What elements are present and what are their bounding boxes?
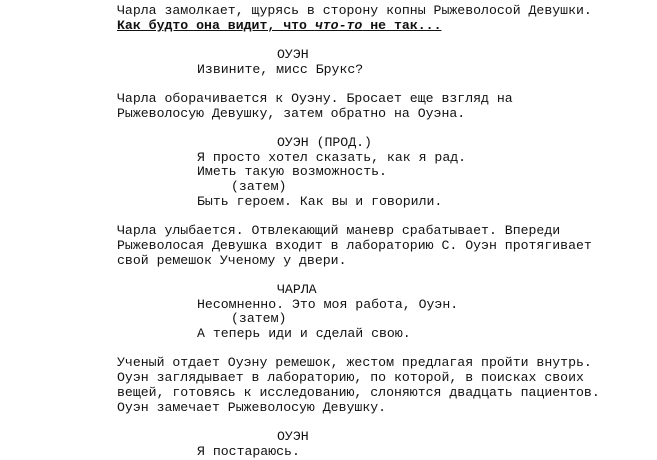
action-line: Рыжеволосую Девушку, затем обратно на Оуэна. [117, 106, 466, 121]
dialogue-line: Я просто хотел сказать, как я рад. [197, 150, 467, 165]
dialogue-line: Иметь такую возможность. [197, 164, 387, 179]
dialogue-line: Несомненно. Это моя работа, Оуэн. [197, 297, 459, 312]
dialogue-line: Быть героем. Как вы и говорили. [197, 194, 443, 209]
action-line: Оуэн заглядывает в лабораторию, по которой, в поисках своих [117, 370, 584, 385]
character-name: ОУЭН [277, 47, 309, 62]
character-name: ЧАРЛА [277, 282, 317, 297]
parenthetical: (затем) [231, 179, 287, 194]
action-line: Чарла замолкает, щурясь в сторону копны Рыжеволосой Девушки. [117, 3, 592, 18]
action-line: Чарла улыбается. Отвлекающий маневр срабатывает. Впереди [117, 223, 561, 238]
action-line-emphasis [117, 18, 441, 34]
action-line: Рыжеволосая Девушка входит в лабораторию С. Оуэн протягивает [117, 238, 592, 253]
dialogue-line: Я постараюсь. [197, 444, 300, 459]
emphasis-text: Как будто она видит, что [117, 18, 315, 33]
parenthetical: (затем) [231, 311, 287, 326]
emphasis-italic-text: что-то [314, 18, 363, 33]
emphasis-text: не так... [362, 18, 442, 33]
action-line: вещей, готовясь к исследованию, слоняются двадцать пациентов. [117, 385, 600, 400]
dialogue-line: Извините, мисс Брукс? [197, 62, 364, 77]
character-name: ОУЭН [277, 429, 309, 444]
action-line: Ученый отдает Оуэну ремешок, жестом предлагая пройти внутрь. [117, 355, 592, 370]
dialogue-line: А теперь иди и сделай свою. [197, 326, 411, 341]
action-line: Оуэн замечает Рыжеволосую Девушку. [117, 400, 387, 415]
action-line: свой ремешок Ученому у двери. [117, 253, 347, 268]
action-line: Чарла оборачивается к Оуэну. Бросает еще взгляд на [117, 91, 513, 106]
character-name: ОУЭН (ПРОД.) [277, 135, 372, 150]
